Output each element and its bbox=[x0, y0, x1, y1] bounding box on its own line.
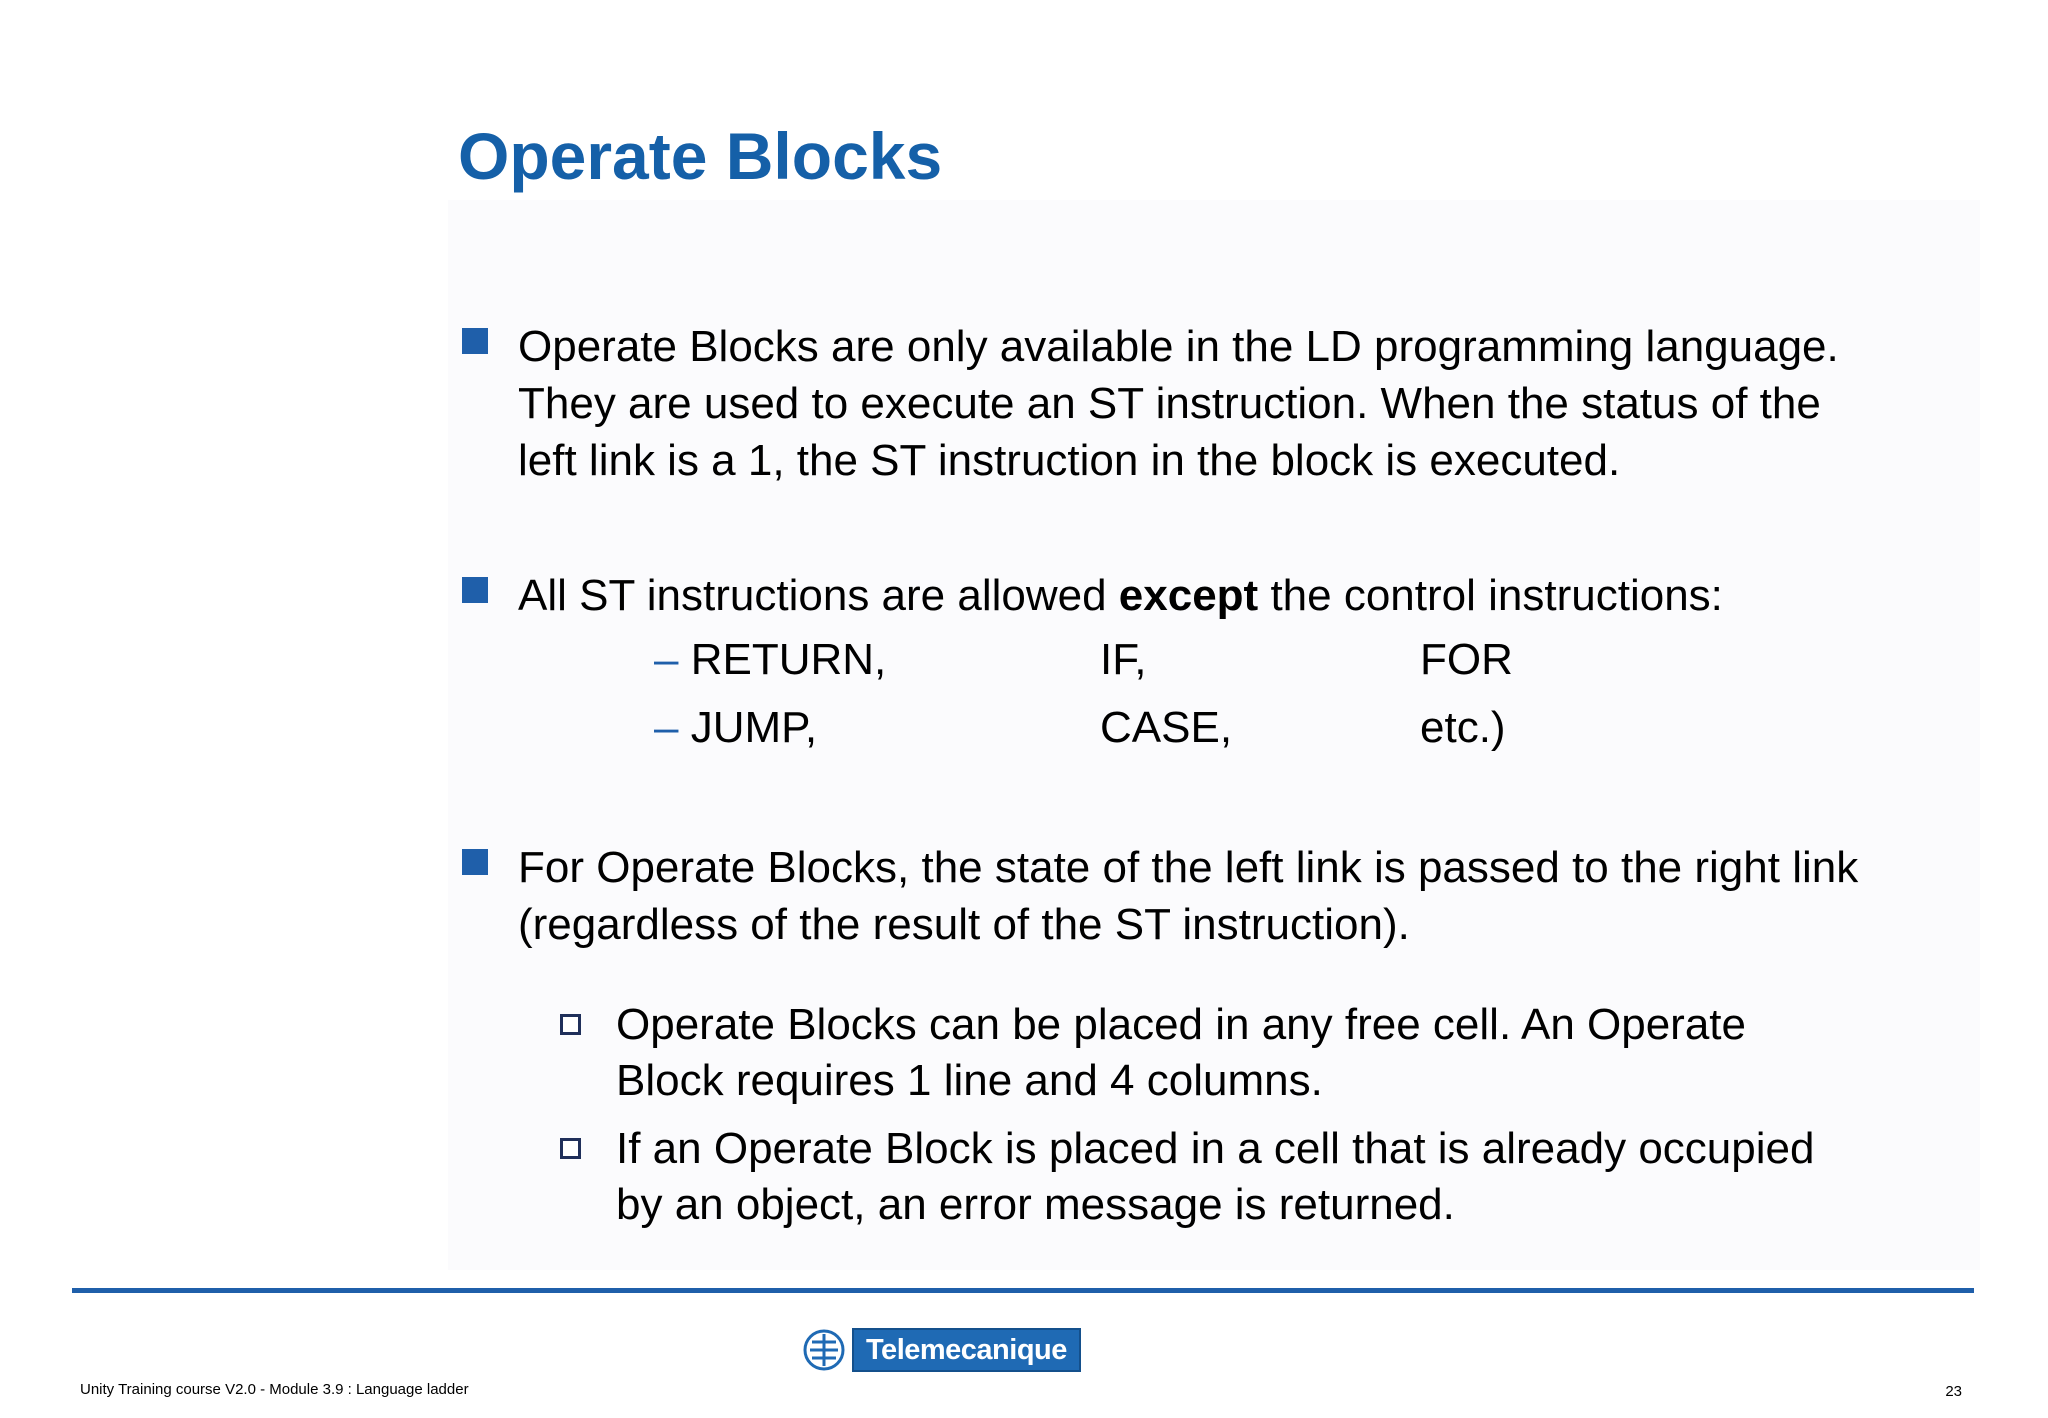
bullet-1-line-2: They are used to execute an ST instruction. When the status of the bbox=[518, 379, 1821, 428]
bullet-1-line-1: Operate Blocks are only available in the LD programming language. bbox=[518, 322, 1839, 371]
instruction-row-1-col-1 bbox=[654, 631, 886, 688]
bullet-2-text bbox=[518, 567, 1723, 624]
instruction-return: RETURN, bbox=[690, 635, 887, 684]
instruction-jump: JUMP, bbox=[690, 703, 818, 752]
square-bullet-icon bbox=[462, 849, 488, 875]
slide-title: Operate Blocks bbox=[458, 119, 943, 193]
instruction-row-2-col-1 bbox=[654, 699, 817, 756]
sub-bullet-2-line-2: by an object, an error message is returned. bbox=[616, 1180, 1455, 1229]
sub-bullet-1-line-1: Operate Blocks can be placed in any free cell. An Operate bbox=[616, 1000, 1746, 1049]
footer-divider bbox=[72, 1288, 1974, 1293]
footer-course-title: Unity Training course V2.0 - Module 3.9 : Language ladder bbox=[80, 1381, 469, 1398]
bullet-2-text-before: All ST instructions are allowed bbox=[518, 571, 1119, 620]
hollow-square-bullet-icon bbox=[560, 1014, 581, 1035]
sub-bullet-1-line-2: Block requires 1 line and 4 columns. bbox=[616, 1056, 1323, 1105]
dash-icon: – bbox=[654, 635, 679, 684]
bullet-1-line-3: left link is a 1, the ST instruction in the block is executed. bbox=[518, 436, 1621, 485]
page-number: 23 bbox=[1945, 1383, 1962, 1400]
instruction-if: IF, bbox=[1100, 635, 1147, 684]
dash-icon: – bbox=[654, 703, 679, 752]
bullet-3-line-1: For Operate Blocks, the state of the left link is passed to the right link bbox=[518, 843, 1859, 892]
instruction-case: CASE, bbox=[1100, 703, 1233, 752]
bullet-2-text-bold: except bbox=[1118, 571, 1259, 620]
hollow-square-bullet-icon bbox=[560, 1138, 581, 1159]
instruction-for: FOR bbox=[1420, 635, 1513, 684]
logo-wordmark: Telemecanique bbox=[852, 1328, 1081, 1372]
sub-bullet-2-line-1: If an Operate Block is placed in a cell that is already occupied bbox=[616, 1124, 1815, 1173]
telemecanique-logo bbox=[802, 1328, 1081, 1372]
instruction-etc: etc.) bbox=[1420, 703, 1506, 752]
square-bullet-icon bbox=[462, 577, 488, 603]
bullet-2-text-after: the control instructions: bbox=[1258, 571, 1723, 620]
telemecanique-logo-icon bbox=[802, 1328, 846, 1372]
bullet-3-line-2: (regardless of the result of the ST instruction). bbox=[518, 900, 1410, 949]
square-bullet-icon bbox=[462, 328, 488, 354]
